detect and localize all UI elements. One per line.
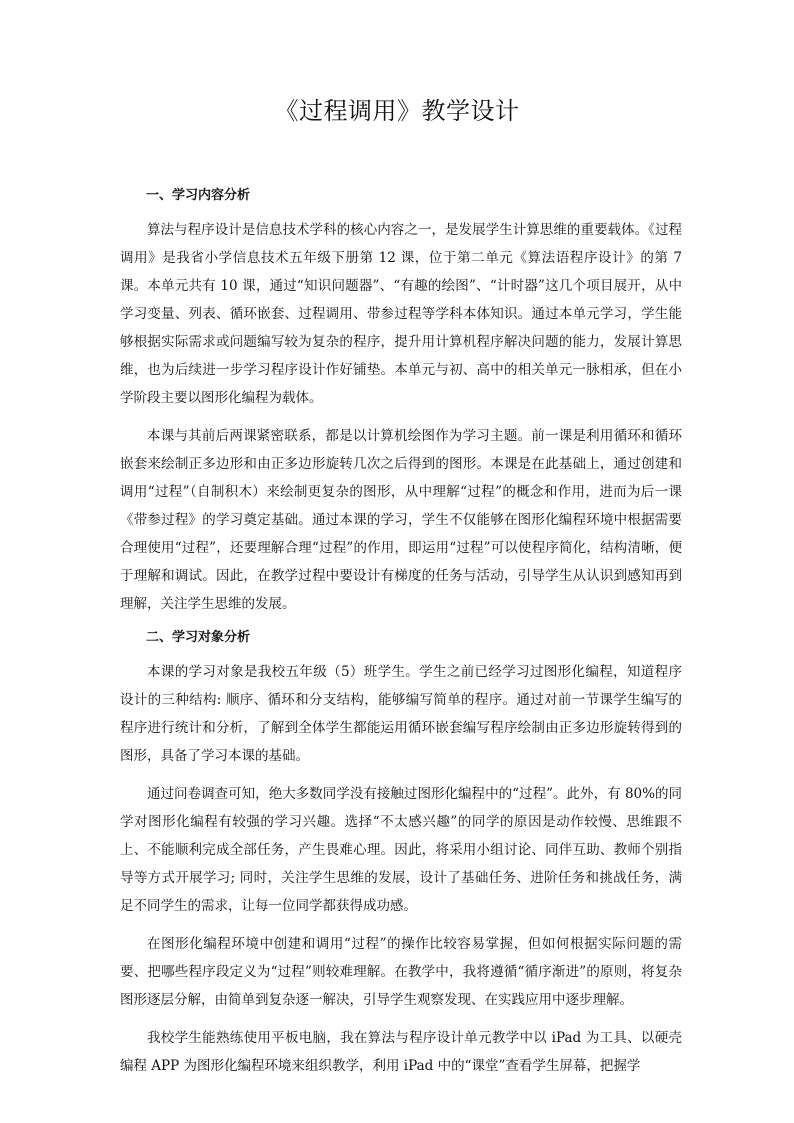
paragraph: 算法与程序设计是信息技术学科的核心内容之一，是发展学生计算思维的重要载体。《过程调用》是我省小学信息技术五年级下册第 12 课，位于第二单元《算法语程序设计》的第 7 课。本单元共有 10 课，通过“知识问题器”、“有趣的绘图”、“计时器”这几个项目展开，从中学习变量、列表、循环嵌套、过程调用、带参过程等学科本体知识。通过本单元学习，学生能够根据实际需求或问题编写较为复杂的程序，提升用计算机程序解决问题的能力，发展计算思维，也为后续进一步学习程序设计作好铺垫。本单元与初、高中的相关单元一脉相承，但在小学阶段主要以图形化编程为载体。 (120, 222, 682, 406)
document-body (120, 186, 682, 1090)
paragraph: 通过问卷调查可知，绝大多数同学没有接触过图形化编程中的“过程”。此外，有 80%的同学对图形化编程有较强的学习兴趣。选择“不太感兴趣”的同学的原因是动作较慢、思维跟不上、不能顺利完成全部任务，产生畏难心理。因此，将采用小组讨论、同伴互助、教师个别指导等方式开展学习; 同时，关注学生思维的发展，设计了基础任务、进阶任务和挑战任务，满足不同学生的需求，让每一位同学都获得成功感。 (120, 786, 682, 914)
page-title: 《过程调用》教学设计 (274, 97, 520, 125)
section-content-analysis (120, 186, 682, 618)
section-heading: 一、学习内容分析 (146, 188, 251, 203)
paragraph: 本课与其前后两课紧密联系，都是以计算机绘图作为学习主题。前一课是利用循环和循环嵌套来绘制正多边形和由正多边形旋转几次之后得到的图形。本课是在此基础上，通过创建和调用“过程”（自制积木）来绘制更复杂的图形，从中理解“过程”的概念和作用，进而为后一课《带参过程》的学习奠定基础。通过本课的学习，学生不仅能够在图形化编程环境中根据需要合理使用“过程”，还要理解合理“过程”的作用，即运用“过程”可以使程序简化，结构清晰，便于理解和调试。因此，在教学过程中要设计有梯度的任务与活动，引导学生从认识到感知再到理解，关注学生思维的发展。 (120, 428, 682, 612)
paragraph: 在图形化编程环境中创建和调用“过程”的操作比较容易掌握，但如何根据实际问题的需要、把哪些程序段定义为“过程”则较难理解。在教学中，我将遵循“循序渐进”的原则，将复杂图形逐层分解，由简单到复杂逐一解决，引导学生观察发现、在实践应用中逐步理解。 (120, 936, 682, 1008)
section-learner-analysis (120, 628, 682, 1080)
paragraph: 本课的学习对象是我校五年级（5）班学生。学生之前已经学习过图形化编程，知道程序设计的三种结构: 顺序、循环和分支结构，能够编写简单的程序。通过对前一节课学生编写的程序进行统计和分析，了解到全体学生都能运用循环嵌套编写程序绘制由正多边形旋转得到的图形，具备了学习本课的基础。 (120, 664, 682, 764)
section-heading: 二、学习对象分析 (146, 630, 251, 645)
paragraph: 我校学生能熟练使用平板电脑，我在算法与程序设计单元教学中以 iPad 为工具、以硬壳编程 APP 为图形化编程环境来组织教学，利用 iPad 中的“课堂”查看学生屏幕，把握学 (120, 1030, 682, 1074)
